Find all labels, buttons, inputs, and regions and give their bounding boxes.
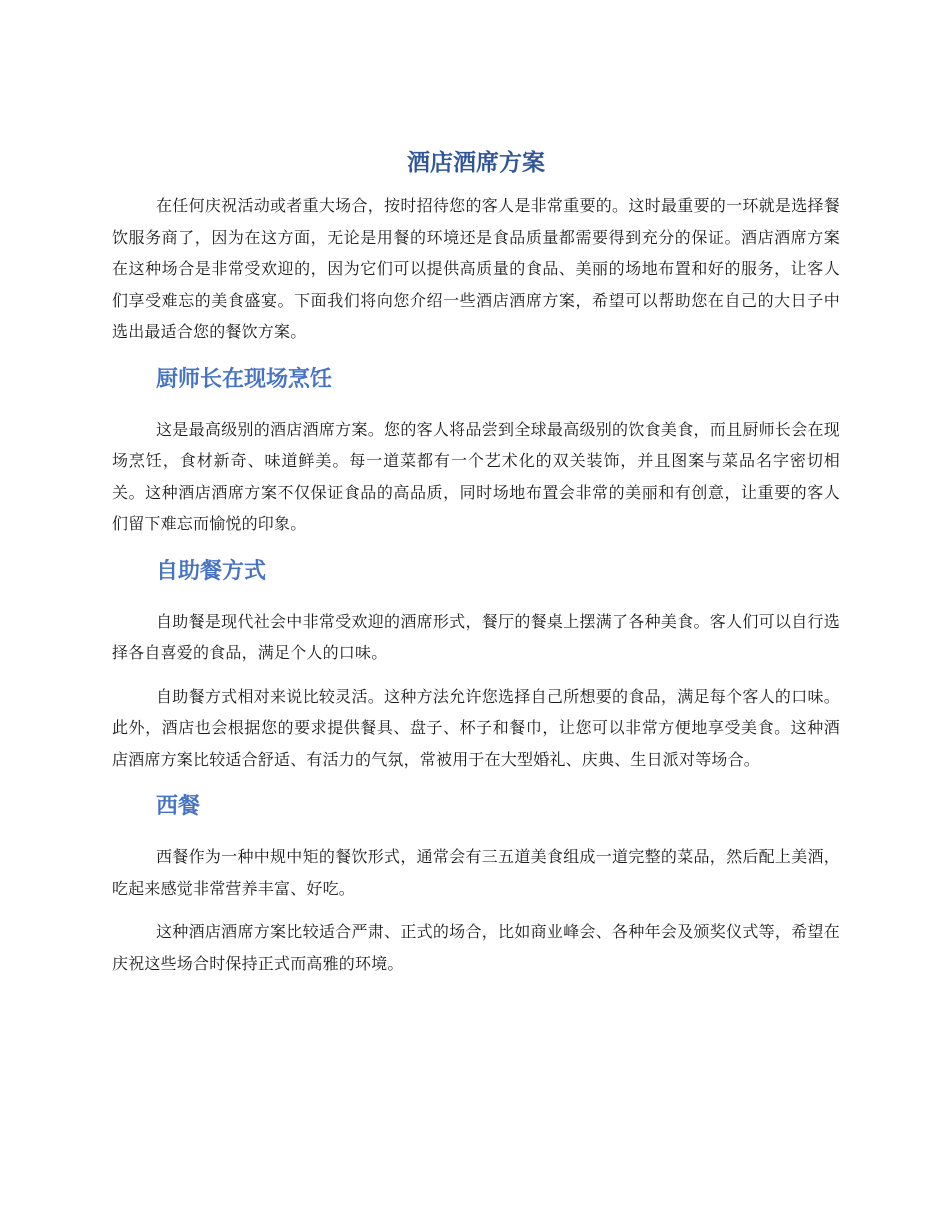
section-heading: 自助餐方式 <box>156 558 267 584</box>
section-heading: 厨师长在现场烹饪 <box>156 366 333 392</box>
intro-paragraph: 在任何庆祝活动或者重大场合，按时招待您的客人是非常重要的。这时最重要的一环就是选择餐饮服务商了，因为在这方面，无论是用餐的环境还是食品质量都需要得到充分的保证。酒店酒席方案在这种场合是非常受欢迎的，因为它们可以提供高质量的食品、美丽的场地布置和好的服务，让客人们享受难忘的美食盛宴。下面我们将向您介绍一些酒店酒席方案，希望可以帮助您在自己的大日子中选出最适合您的餐饮方案。 <box>112 196 840 341</box>
section-chef-onsite <box>112 364 840 540</box>
section-western <box>112 791 840 979</box>
section-paragraph: 西餐作为一种中规中矩的餐饮形式，通常会有三五道美食组成一道完整的菜品，然后配上美酒，吃起来感觉非常营养丰富、好吃。 <box>112 847 840 898</box>
section-paragraph: 自助餐是现代社会中非常受欢迎的酒席形式，餐厅的餐桌上摆满了各种美食。客人们可以自行选择各自喜爱的食品，满足个人的口味。 <box>112 611 840 662</box>
section-paragraph: 这种酒店酒席方案比较适合严肃、正式的场合，比如商业峰会、各种年会及颁奖仪式等，希望在庆祝这些场合时保持正式而高雅的环境。 <box>112 922 840 973</box>
section-paragraph: 自助餐方式相对来说比较灵活。这种方法允许您选择自己所想要的食品，满足每个客人的口味。此外，酒店也会根据您的要求提供餐具、盘子、杯子和餐巾，让您可以非常方便地享受美食。这种酒店酒席方案比较适合舒适、有活力的气氛，常被用于在大型婚礼、庆典、生日派对等场合。 <box>112 686 840 769</box>
section-paragraph: 这是最高级别的酒店酒席方案。您的客人将品尝到全球最高级别的饮食美食，而且厨师长会在现场烹饪，食材新奇、味道鲜美。每一道菜都有一个艺术化的双关装饰，并且图案与菜品名字密切相关。这种酒店酒席方案不仅保证食品的高品质，同时场地布置会非常的美丽和有创意，让重要的客人们留下难忘而愉悦的印象。 <box>112 419 840 533</box>
section-heading: 西餐 <box>156 794 201 819</box>
document-title: 酒店酒席方案 <box>407 150 545 176</box>
section-buffet <box>112 556 840 776</box>
